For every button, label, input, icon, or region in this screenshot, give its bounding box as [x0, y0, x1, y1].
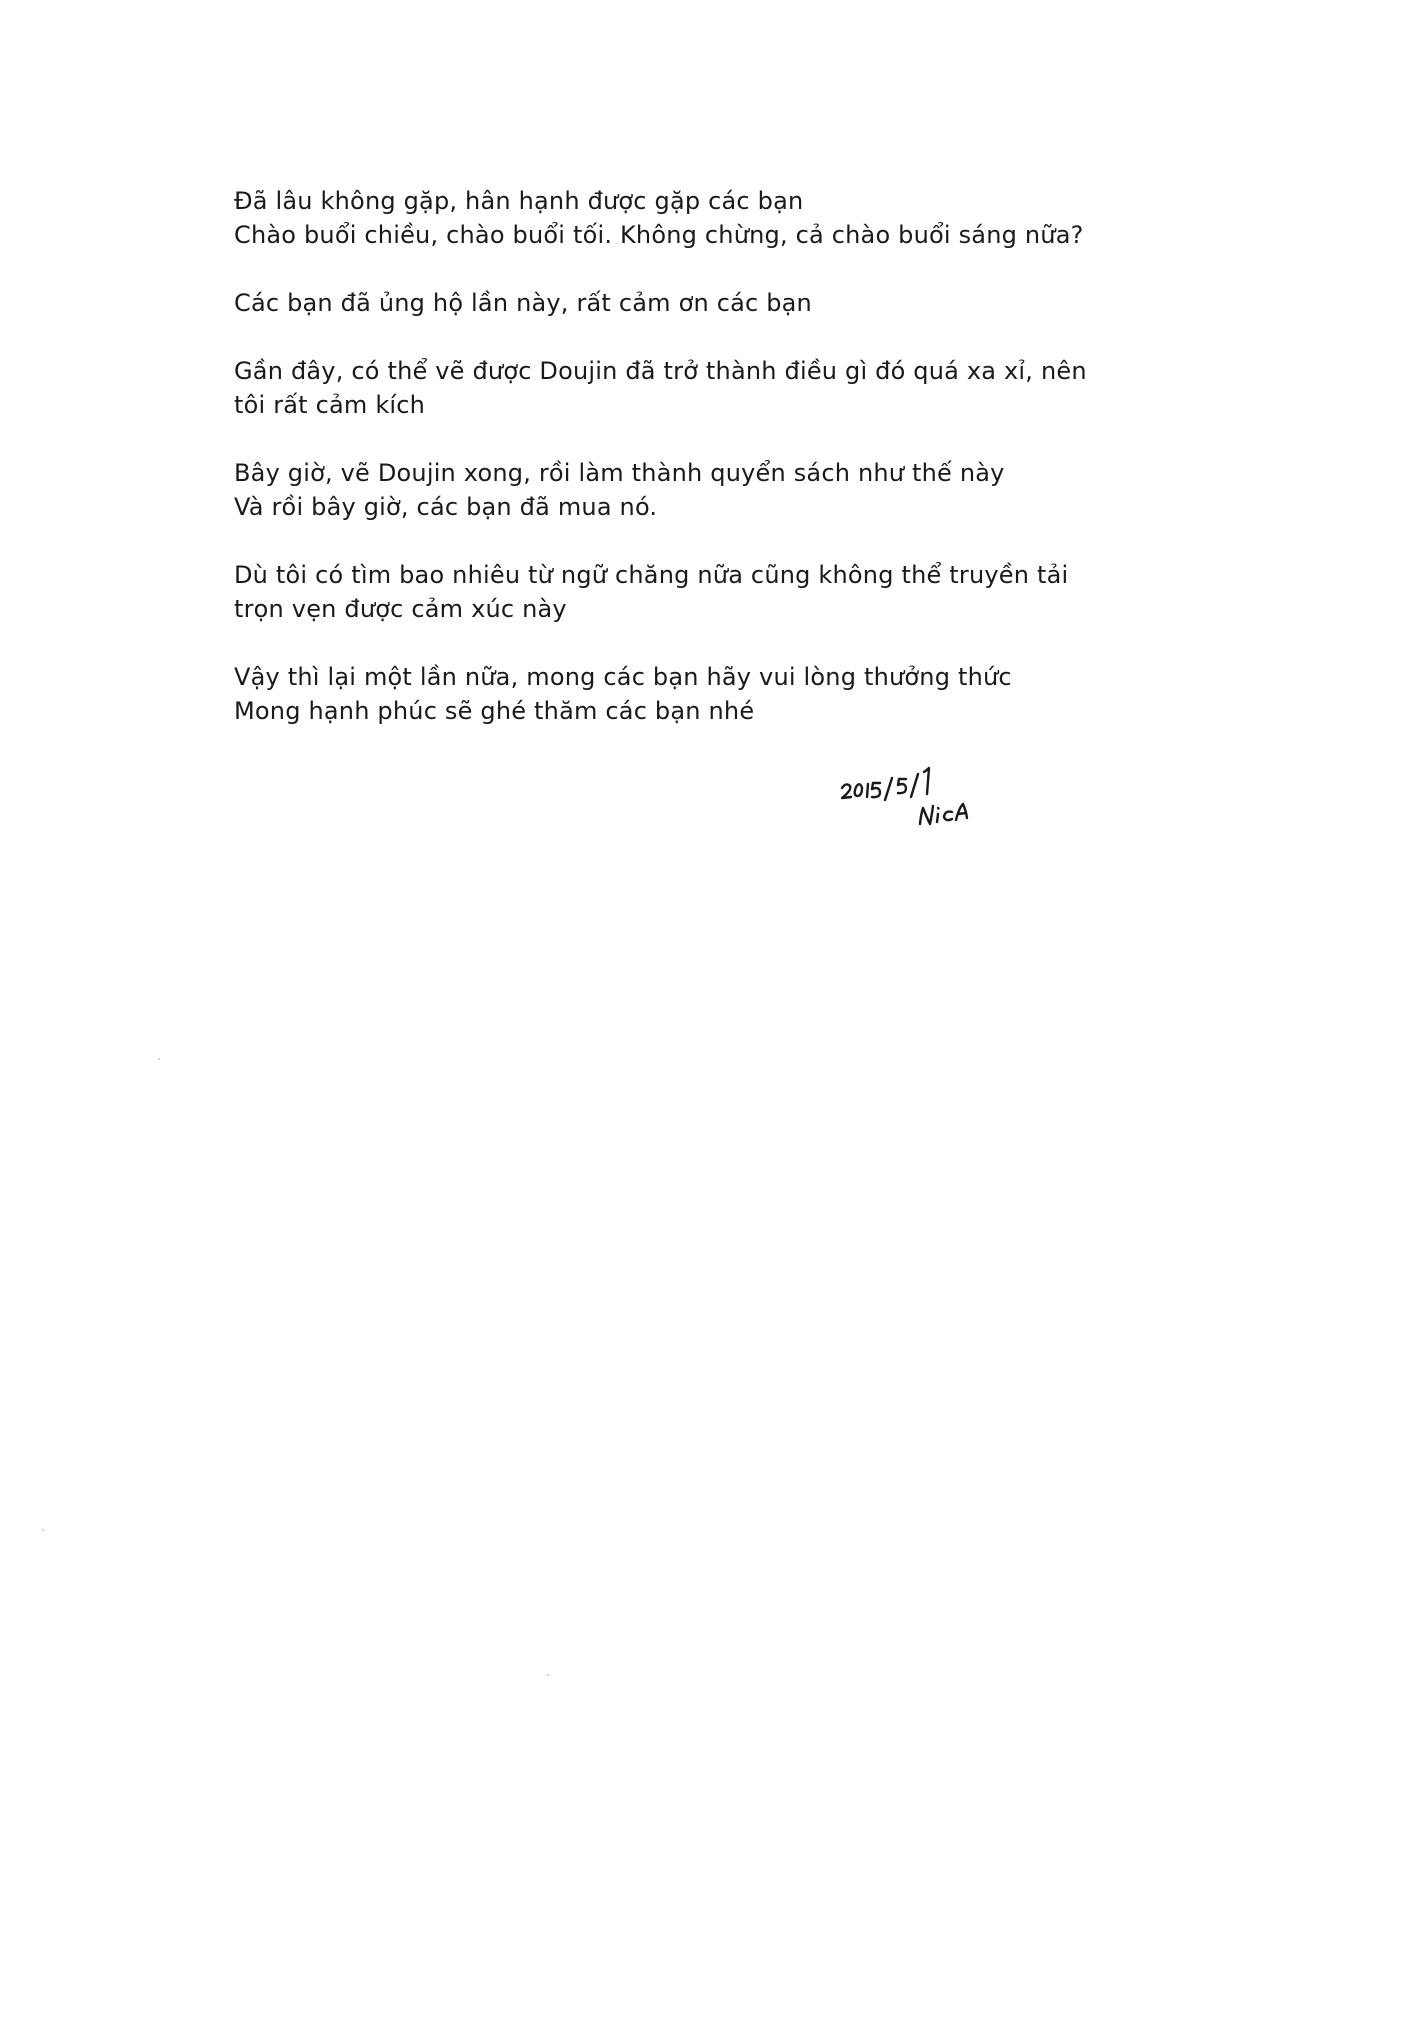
- text-line: Bây giờ, vẽ Doujin xong, rồi làm thành quyển sách như thế này: [234, 459, 1005, 487]
- paragraph: [234, 286, 1054, 320]
- paragraph: [234, 456, 1054, 524]
- text-line: Vậy thì lại một lần nữa, mong các bạn hãy vui lòng thưởng thức: [234, 663, 1012, 691]
- afterword-text: [234, 184, 1087, 762]
- handwritten-signature: [838, 762, 1018, 832]
- scan-speck: [42, 1529, 44, 1531]
- text-line: Chào buổi chiều, chào buổi tối. Không chừng, cả chào buổi sáng nữa?: [234, 221, 1084, 249]
- scan-speck: [547, 1674, 549, 1676]
- scan-speck: [158, 1058, 160, 1060]
- paragraph: [234, 354, 1087, 422]
- text-line: Các bạn đã ủng hộ lần này, rất cảm ơn các bạn: [234, 289, 812, 317]
- paragraph: [234, 184, 1084, 252]
- text-line: Mong hạnh phúc sẽ ghé thăm các bạn nhé: [234, 697, 755, 725]
- paragraph: [234, 558, 1069, 626]
- text-line: Dù tôi có tìm bao nhiêu từ ngữ chăng nữa cũng không thể truyền tải: [234, 561, 1069, 589]
- text-line: trọn vẹn được cảm xúc này: [234, 595, 567, 623]
- text-line: Gần đây, có thể vẽ được Doujin đã trở thành điều gì đó quá xa xỉ, nên: [234, 357, 1087, 385]
- text-line: Đã lâu không gặp, hân hạnh được gặp các bạn: [234, 187, 804, 215]
- paragraph: [234, 660, 1054, 728]
- text-line: Và rồi bây giờ, các bạn đã mua nó.: [234, 493, 658, 521]
- text-line: tôi rất cảm kích: [234, 391, 426, 419]
